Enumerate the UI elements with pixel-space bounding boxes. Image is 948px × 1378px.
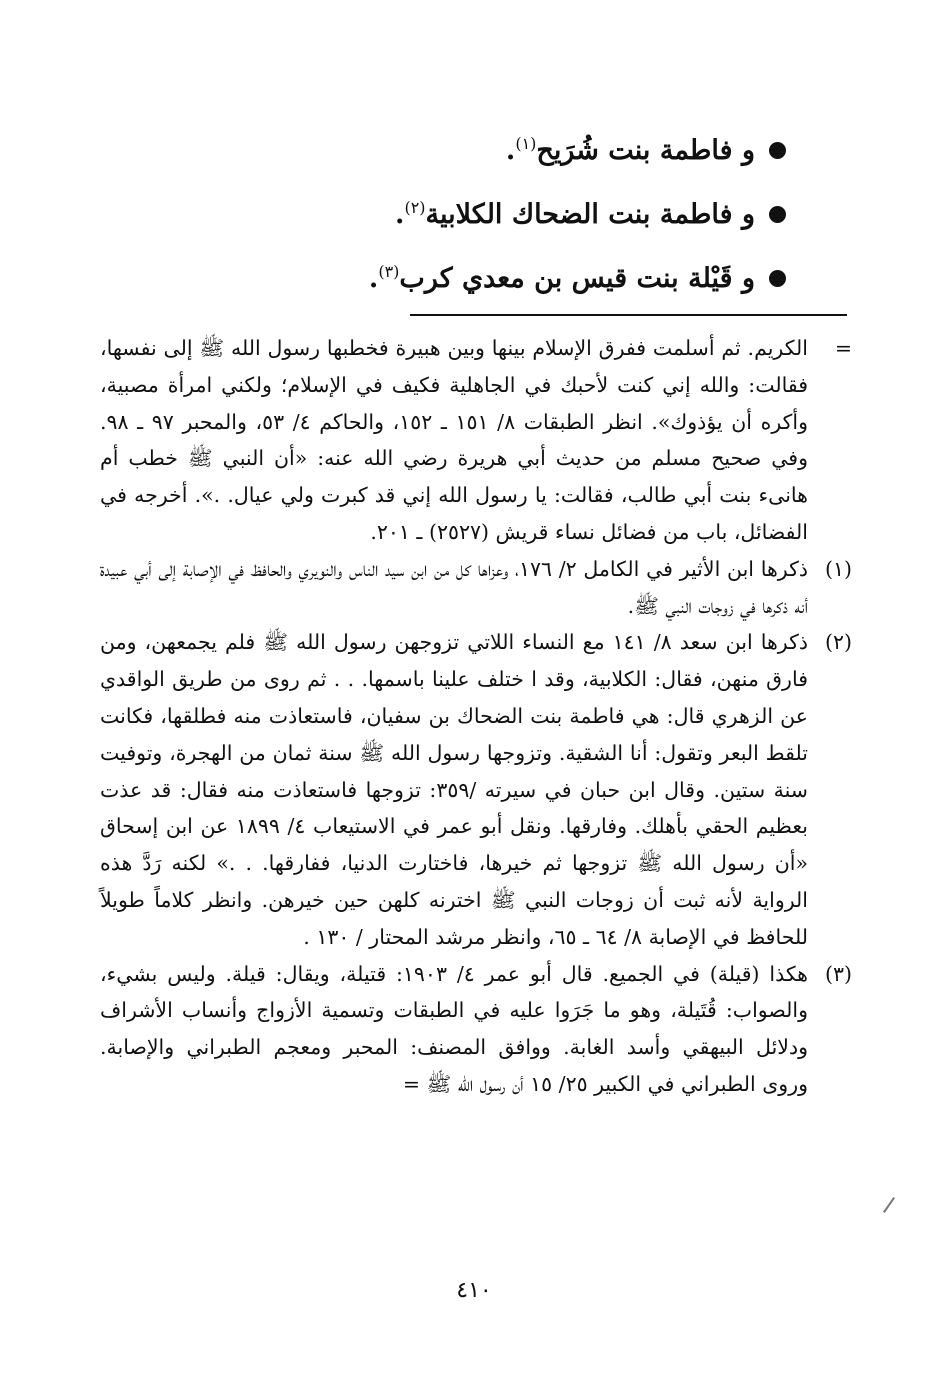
footnote-mark: (٣)	[824, 961, 852, 986]
footnote-text: ذكرها ابن سعد ٨/ ١٤١ مع النساء اللاتي تزوجهن رسول الله ﷺ فلم يجمعهن، ومن فارق منهن، فقال: الكلابية، وقد ا ختلف علينا باسمها. . . ثم روى من طريق الواقدي عن الزهري قال: هي فاطمة بنت الضحاك بن سفيان، فاستعاذت منه فطلقها، فكانت تلقط البعر وتقول: أنا الشقية. وتزوجها رسول الله ﷺ سنة ثمان من الهجرة، وتوفيت سنة ستين. وقال ابن حبان في سيرته /٣٥٩: تزوجها فاستعاذت منه فقال: قد عذت بعظيم الحقي بأهلك. وفارقها. ونقل أبو عمر في الاستيعاب ٤/ ١٨٩٩ عن ابن إسحاق «أن رسول الله ﷺ تزوجها ثم خيرها، فاختارت الدنيا، ففارقها. . .» لكنه رَدَّ هذه الرواية لأنه ثبت أن زوجات النبي ﷺ اخترنه كلهن حين خيرهن. وانظر كلاماً طويلاً للحافظ في الإصابة ٨/ ٦٤ ـ ٦٥، وانظر مرشد المحتار / ١٣٠ .	[100, 630, 808, 949]
footnote-2	[100, 624, 852, 955]
footnote-separator	[410, 314, 847, 316]
list-item-text: و قَيْلة بنت قيس بن معدي كرب$^{(٣)}$.	[368, 262, 755, 294]
footnote-ref: (٣)	[378, 262, 400, 281]
footnote-mark: (١)	[824, 556, 852, 581]
bullet-icon	[769, 142, 786, 159]
list-item-text: و فاطمة بنت الضحاك الكلابية$^{(٢)}$.	[395, 198, 755, 230]
page-number: ٤١٠	[456, 1278, 492, 1303]
footnote-text: الكريم. ثم أسلمت ففرق الإسلام بينها وبين هبيرة فخطبها رسول الله ﷺ إلى نفسها، فقالت: والله إني كنت لأحبك في الجاهلية فكيف في الإسلام؛ ولكني امرأة مصبية، وأكره أن يؤذوك». انظر الطبقات ٨/ ١٥١ ـ ١٥٢، والحاكم ٤/ ٥٣، والمحبر ٩٧ ـ ٩٨. وفي صحيح مسلم من حديث أبي هريرة رضي الله عنه: «أن النبي ﷺ خطب أم هانىء بنت أبي طالب، فقالت: يا رسول الله إني قد كبرت ولي عيال. .». أخرجه في الفضائل، باب من فضائل نساء قريش (٢٥٢٧) ـ ٢٠١.	[100, 336, 808, 544]
footnote-ref: (١)	[515, 134, 537, 153]
footnote-3	[100, 956, 852, 1103]
list-item-text: و فاطمة بنت شُرَيح$^{(١)}$.	[505, 134, 755, 166]
footnote-text: ذكرها ابن الأثير في الكامل ٢/ ١٧٦، وعزاها كل من ابن سيد الناس والنويري والحافظ في الإصابة إلى أبي عبيدة أنه ذكرها في زوجات النبي ﷺ.	[100, 556, 808, 618]
footnote-mark: (٢)	[824, 630, 852, 655]
footnote-continuation	[100, 330, 852, 551]
wives-list	[226, 118, 786, 310]
footnote-1	[100, 551, 852, 625]
footnote-mark: =	[834, 336, 852, 360]
list-item	[226, 182, 786, 246]
footnote-ref: (٢)	[404, 198, 426, 217]
bullet-icon	[769, 206, 786, 223]
footnote-text: هكذا (قيلة) في الجميع. قال أبو عمر ٤/ ١٩٠٣: قتيلة، ويقال: قيلة. وليس بشيء، والصواب: قُتَيلة، وهو ما جَرَوا عليه في الطبقات وتسمية الأزواج وأنساب الأشراف ودلائل البيهقي وأسد الغابة. ووافق المصنف: المحبر ومعجم الطبراني والإصابة. وروى الطبراني في الكبير ٢٥/ ١٥ أن رسول الله ﷺ =	[100, 961, 808, 1096]
bullet-icon	[769, 270, 786, 287]
footnotes	[100, 330, 852, 1103]
stray-mark	[883, 1197, 895, 1213]
list-item	[226, 246, 786, 310]
list-item	[226, 118, 786, 182]
